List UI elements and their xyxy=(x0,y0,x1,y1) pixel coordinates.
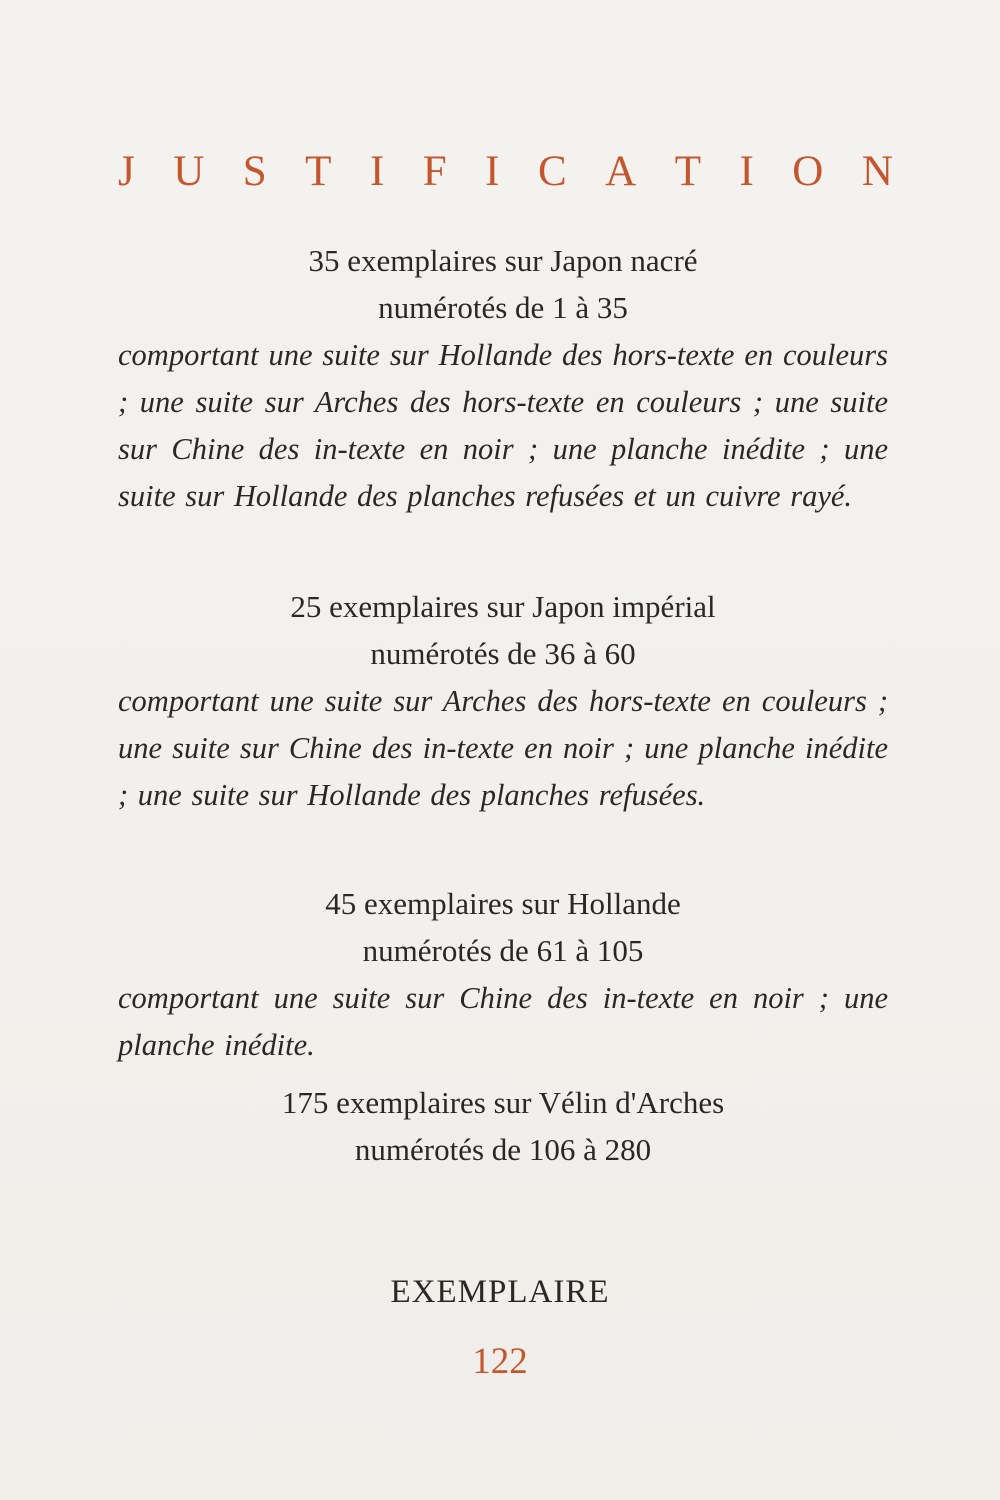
edition-japon-imperial xyxy=(118,583,888,819)
heading-letter: I xyxy=(369,148,385,195)
heading-letter: T xyxy=(305,148,332,195)
edition-count-line: 25 exemplaires sur Japon impérial xyxy=(290,589,716,624)
heading-letter: J xyxy=(118,148,135,195)
edition-hollande xyxy=(118,880,888,1069)
heading-letter: C xyxy=(537,148,567,195)
edition-count-line: 175 exemplaires sur Vélin d'Arches xyxy=(281,1085,725,1120)
heading-letter: N xyxy=(861,148,893,195)
heading-letter: O xyxy=(792,148,824,195)
edition-range-line: numérotés de 61 à 105 xyxy=(362,933,644,968)
copy-label: EXEMPLAIRE xyxy=(390,1274,610,1310)
edition-range-line: numérotés de 106 à 280 xyxy=(354,1132,652,1167)
edition-details: comportant une suite sur Hollande des hors-texte en couleurs ; une suite sur Arches des hors-texte en couleurs ; une suite sur Chine des in-texte en noir ; une planche inédite ; une suite sur Hollande des planches refusées et un cuivre rayé. xyxy=(118,338,888,513)
edition-details: comportant une suite sur Chine des in-texte en noir ; une planche inédite. xyxy=(118,981,888,1062)
heading-letter: U xyxy=(173,148,205,195)
edition-range-line: numérotés de 1 à 35 xyxy=(378,290,628,325)
justification-heading xyxy=(118,150,893,193)
edition-count-line: 35 exemplaires sur Japon nacré xyxy=(308,243,698,278)
heading-letter: I xyxy=(485,148,500,195)
heading-letter: S xyxy=(242,148,267,195)
heading-letter: T xyxy=(674,148,701,195)
edition-count-line: 45 exemplaires sur Hollande xyxy=(325,886,681,921)
heading-letter: F xyxy=(422,148,447,195)
copy-number: 122 xyxy=(472,1341,528,1382)
edition-range-line: numérotés de 36 à 60 xyxy=(370,636,636,671)
edition-velin-arches xyxy=(118,1079,888,1173)
edition-japon-nacre xyxy=(118,237,888,520)
heading-letter: I xyxy=(739,148,754,195)
edition-details: comportant une suite sur Arches des hors-texte en couleurs ; une suite sur Chine des in-texte en noir ; une planche inédite ; une suite sur Hollande des planches refusées. xyxy=(118,684,888,812)
heading-letter: A xyxy=(605,148,637,195)
